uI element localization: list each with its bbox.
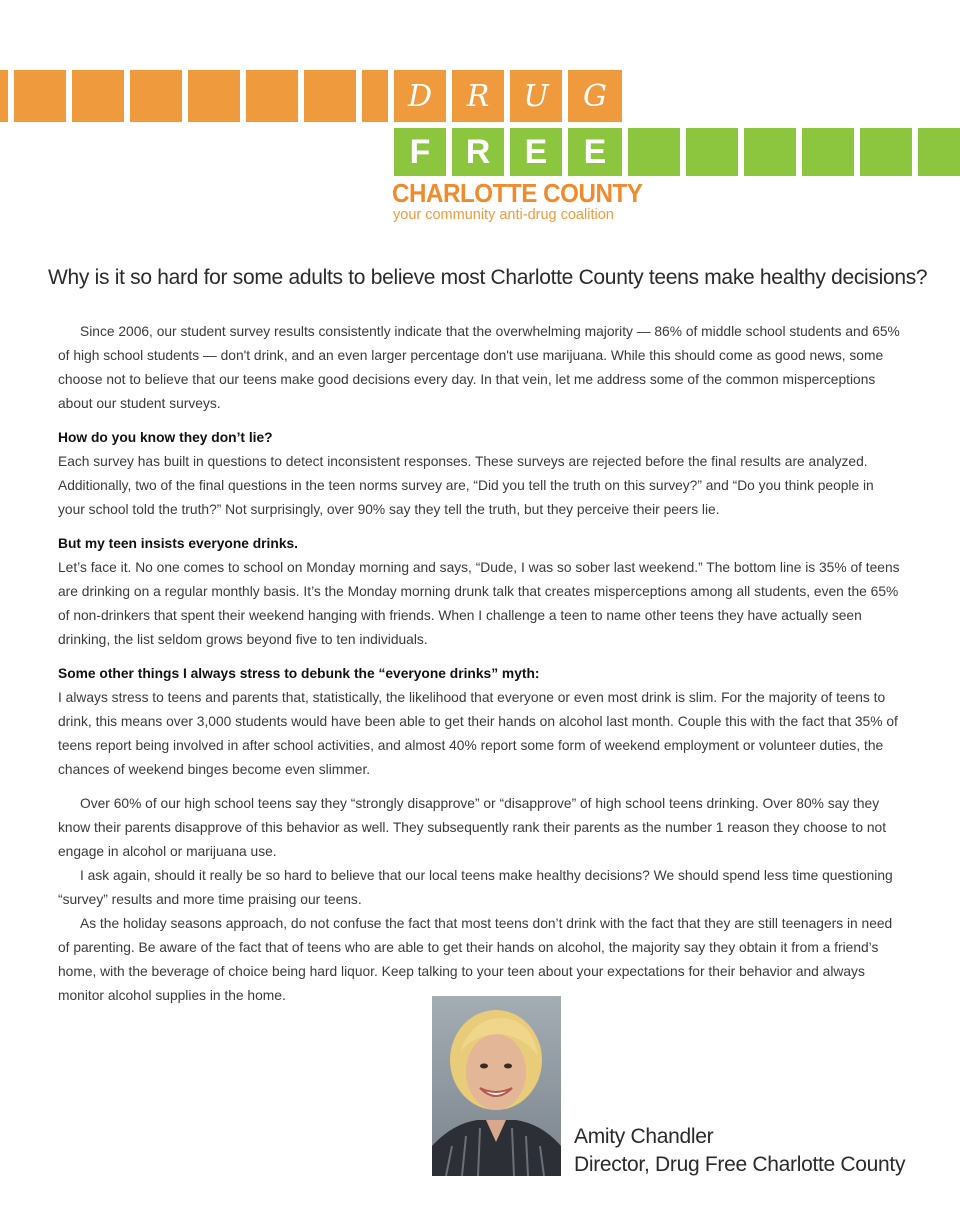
signature-title: Director, Drug Free Charlotte County <box>574 1153 906 1176</box>
disapprove-paragraph: Over 60% of our high school teens say they “strongly disapprove” or “disapprove” of high school teens drinking. Over 80% say they know their parents disapprove of this behavior as well. They subsequently rank their parents as the number 1 reason they choose to not engage in alcohol or marijuana use. <box>58 796 887 859</box>
author-portrait-illustration <box>432 996 561 1176</box>
logo-drug-letter: U <box>510 70 562 122</box>
green-tile <box>802 128 854 176</box>
author-photo <box>432 996 561 1176</box>
question-heading-lie: How do you know they don’t lie? <box>58 430 273 445</box>
orange-tile <box>246 70 298 122</box>
logo-free-letter: E <box>568 128 622 176</box>
question-heading-everyone-drinks: But my teen insists everyone drinks. <box>58 536 298 551</box>
holiday-paragraph: As the holiday seasons approach, do not confuse the fact that most teens don’t drink with the fact that they are still teenagers in need of parenting. Be aware of the fact that of teens who are able to get their hands on alcohol, the majority say they obtain it from a friend’s home, with the beverage of choice being hard liquor. Keep talking to your teen about your expectations for their behavior and always monitor alcohol supplies in the home. <box>58 916 893 1003</box>
orange-tile <box>188 70 240 122</box>
page-headline: Why is it so hard for some adults to believe most Charlotte County teens make healthy decisions? <box>48 266 928 289</box>
green-tile <box>686 128 738 176</box>
ask-again-paragraph: I ask again, should it really be so hard to believe that our local teens make healthy decisions? We should spend less time questioning “survey” results and more time praising our teens. <box>58 868 893 907</box>
logo-organization-name: CHARLOTTE COUNTY <box>392 178 643 208</box>
green-tile <box>628 128 680 176</box>
logo-drug-letter: G <box>568 70 622 122</box>
answer-paragraph-myth: I always stress to teens and parents that, statistically, the likelihood that everyone or even most drink is slim. For the majority of teens to drink, this means over 3,000 students would have been able to get their hands on alcohol last month. Couple this with the fact that 35% of teens report being involved in after school activities, and almost 40% report some form of weekend employment or volunteer duties, the chances of weekend binges become even slimmer. <box>58 690 898 777</box>
green-tile <box>918 128 960 176</box>
orange-tile <box>362 70 388 122</box>
orange-tile <box>0 70 8 122</box>
logo-drug-letter: R <box>452 70 504 122</box>
orange-tile <box>72 70 124 122</box>
logo-free-letter: R <box>452 128 504 176</box>
answer-paragraph-everyone-drinks: Let’s face it. No one comes to school on Monday morning and says, “Dude, I was so sober last weekend.” The bottom line is 35% of teens are drinking on a regular monthly basis. It’s the Monday morning drunk talk that creates misperceptions among all students, even the 65% of non-drinkers that spent their weekend hanging with friends. When I challenge a teen to name other teens they have actually seen drinking, the list seldom grows beyond five to ten individuals. <box>58 560 900 647</box>
orange-tile <box>130 70 182 122</box>
question-heading-myth: Some other things I always stress to debunk the “everyone drinks” myth: <box>58 666 540 681</box>
orange-tile <box>304 70 356 122</box>
answer-paragraph-lie: Each survey has built in questions to detect inconsistent responses. These surveys are rejected before the final results are analyzed. Additionally, two of the final questions in the teen norms survey are, “Did you tell the truth on this survey?” and “Do you think people in your school told the truth?” Not surprisingly, over 90% say they tell the truth, but they perceive their peers lie. <box>58 454 874 517</box>
logo-drug-letter: D <box>394 70 446 122</box>
signature-name: Amity Chandler <box>574 1125 714 1148</box>
logo-free-letter: E <box>510 128 562 176</box>
intro-paragraph: Since 2006, our student survey results consistently indicate that the overwhelming majority — 86% of middle school students and 65% of high school students — don't drink, and an even larger percentage don't use marijuana. While this should come as good news, some choose not to believe that our teens make good decisions every day. In that vein, let me address some of the common misperceptions about our student surveys. <box>58 324 900 411</box>
orange-tile <box>14 70 66 122</box>
green-tile <box>860 128 912 176</box>
logo-tagline: your community anti-drug coalition <box>393 207 614 223</box>
green-tile <box>744 128 796 176</box>
logo-free-letter: F <box>394 128 446 176</box>
article-body <box>58 320 904 1008</box>
